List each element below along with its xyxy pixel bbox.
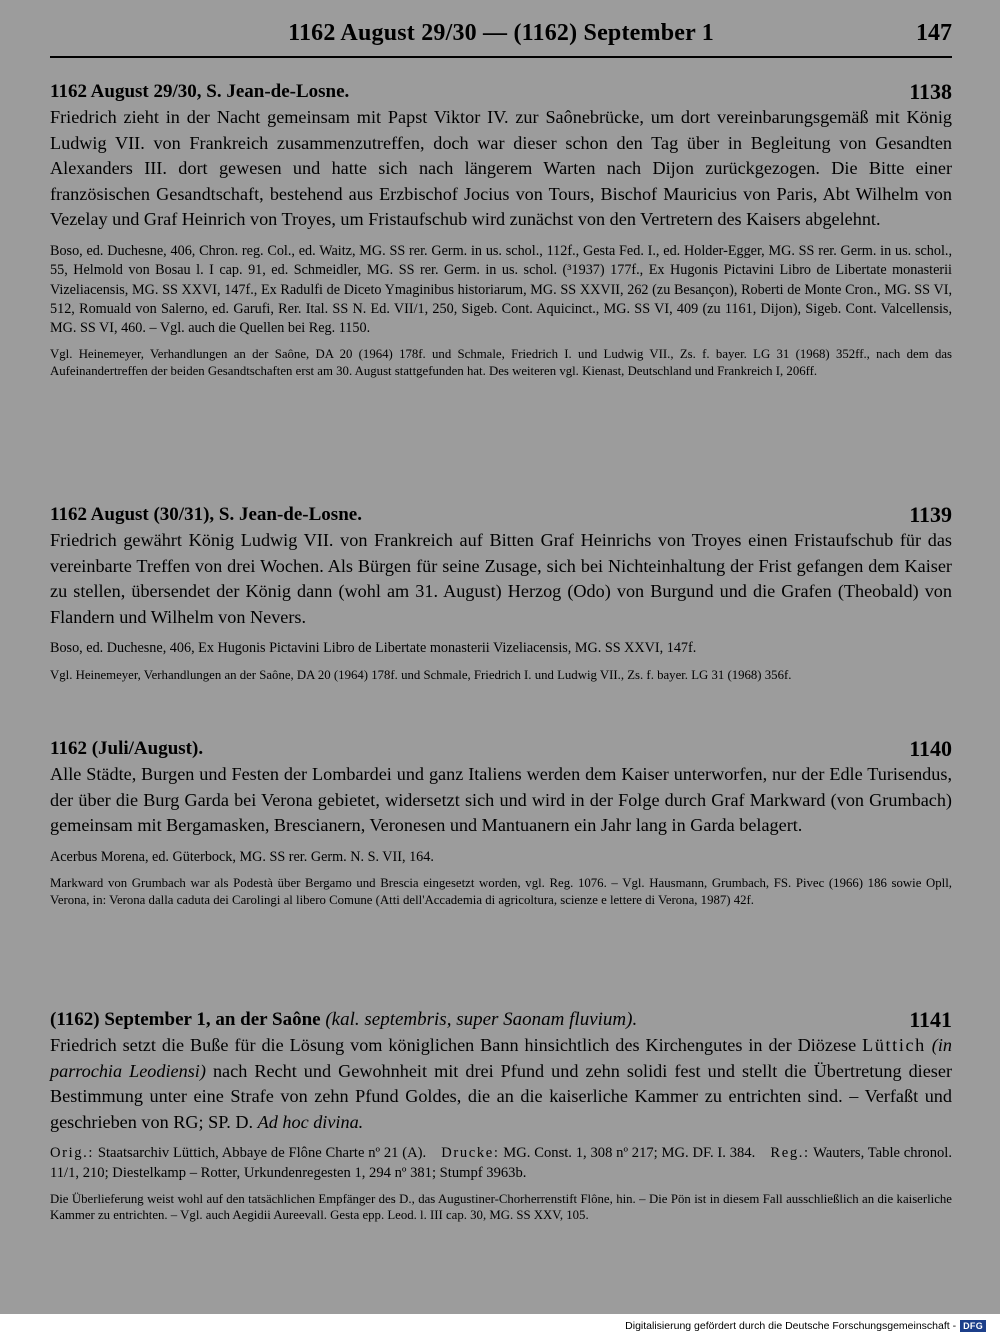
regest-text-part: nach Recht und Gewohnheit mit drei Pfund und zehn solidi fest und stellt die Übertretung dieser Bestimmung unter eine Strafe von zehn Pfund Goldes, die an die kaiserliche Kammer zu entrichten sind. – Verfaßt und geschrieben von RG; SP. D.	[50, 1060, 953, 1132]
drucke-label: Drucke:	[441, 1145, 500, 1162]
entry-date-latin: (kal. septembris, super Saonam fluvium).	[325, 1009, 638, 1030]
entry-date: 1162 August (30/31), S. Jean-de-Losne.	[50, 504, 362, 525]
running-head	[50, 18, 952, 58]
reg-label: Reg.:	[770, 1145, 810, 1162]
transmission-text	[50, 1144, 952, 1183]
orig-text: Staatsarchiv Lüttich, Abbaye de Flône Charte nº 21 (A).	[97, 1145, 427, 1162]
entry-number: 1141	[909, 1007, 952, 1032]
literature-text: Markward von Grumbach war als Podestà über Bergamo und Brescia eingesetzt worden, vgl. Reg. 1076. – Vgl. Hausmann, Grumbach, FS. Pivec (1966) 186 sowie Opll, Verona, in: Verona dalla caduta dei Carolingi al libero Comune (Atti dell'Accademia di agricoltura, scienze e lettere di Verona, 1987) 42f.	[50, 876, 952, 907]
regest-entry-1138	[50, 80, 952, 379]
orig-label: Orig.:	[50, 1145, 95, 1162]
sources-text: Boso, ed. Duchesne, 406, Ex Hugonis Pictavini Libro de Libertate monasterii Vizeliacensis, MG. SS XXVI, 147f.	[50, 640, 697, 657]
entry-heading	[50, 503, 952, 527]
dfg-logo: DFG	[960, 1320, 986, 1332]
drucke-text: MG. Const. 1, 308 nº 217; MG. DF. I. 384.	[503, 1145, 756, 1162]
sources-text: Acerbus Morena, ed. Güterbock, MG. SS rer. Germ. N. S. VII, 164.	[50, 848, 434, 865]
running-head-title: 1162 August 29/30 — (1162) September 1	[288, 20, 714, 46]
regest-text: Alle Städte, Burgen und Festen der Lombardei und ganz Italiens werden dem Kaiser unterworfen, nur der Edle Turisendus, der über die Burg Garda bei Verona gebietet, widersetzt sich und wird in der Folge durch Graf Markward (von Grumbach) gemeinsam mit Bergamasken, Brescianern, Veronesen und Mantuanern ein Jahr lang in Garda belagert.	[50, 764, 952, 836]
regest-entry-1141	[50, 1008, 952, 1224]
regest-incipit: Ad hoc divina.	[257, 1111, 364, 1132]
regest-entry-1140	[50, 737, 952, 908]
entry-number: 1140	[909, 736, 952, 761]
regest-text: Friedrich zieht in der Nacht gemeinsam mit Papst Viktor IV. zur Saônebrücke, um dort vereinbarungsgemäß mit König Ludwig VII. von Frankreich zusammenzutreffen, doch war dieser schon den Tag über in Begleitung von Gesandten Alexanders III. dort gewesen und hatte sich nach längerem Warten nach Dijon zurückgezogen. Die Bitte einer französischen Gesandtschaft, bestehend aus Erzbischof Jocius von Tours, Bischof Mauricius von Paris, Abt Wilhelm von Vezelay und Graf Heinrich von Troyes, um Fristaufschub wird zunächst von den Vertretern des Kaisers abgelehnt.	[50, 107, 952, 230]
page-number: 147	[916, 20, 952, 46]
regest-text-part: Friedrich setzt die Buße für die Lösung vom königlichen Bann hinsichtlich des Kirchengutes in der Diözese	[50, 1035, 857, 1055]
entry-heading	[50, 1008, 952, 1032]
entry-number: 1139	[909, 502, 952, 527]
literature-text: Vgl. Heinemeyer, Verhandlungen an der Saône, DA 20 (1964) 178f. und Schmale, Friedrich I. und Ludwig VII., Zs. f. bayer. LG 31 (1968) 352ff., nach dem das Aufeinandertreffen der beiden Gesandtschaften erst am 30. August stattgefunden hat. Des weiteren vgl. Kienast, Deutschland und Frankreich I, 206ff.	[50, 347, 952, 378]
entry-number: 1138	[909, 79, 952, 104]
literature-text: Die Überlieferung weist wohl auf den tatsächlichen Empfänger des D., das Augustiner-Chorherrenstift Flône, hin. – Die Pön ist in diesem Fall ausschließlich an die kaiserliche Kammer zu entrichten. – Vgl. auch Aegidii Aureevall. Gesta epp. Leod. l. III cap. 30, MG. SS XXV, 105.	[50, 1191, 952, 1223]
regest-place-spaced: Lüttich	[862, 1035, 926, 1055]
sources-text: Boso, ed. Duchesne, 406, Chron. reg. Col., ed. Waitz, MG. SS rer. Germ. in us. schol., 112f., Gesta Fed. I., ed. Holder-Egger, MG. SS rer. Germ. in us. schol., 55, Helmold von Bosau l. I cap. 91, ed. Schmeidler, MG. SS rer. Germ. in us. schol. (³1937) 177f., Ex Hugonis Pictavini Libro de Libertate monasterii Vizeliacensis, MG. SS XXVI, 147f., Ex Radulfi de Diceto Ymaginibus historiarum, MG. SS XXVII, 262 (zu Besançon), Roberti de Monte Cron., MG. SS VI, 512, Romuald von Salerno, ed. Garufi, Rer. Ital. SS N. Ed. VII/1, 250, Sigeb. Cont. Aquicinct., MG. SS VI, 409 (zu 1161, Dijon), Sigeb. Cont. Valcellensis, MG. SS VI, 460. – Vgl. auch die Quellen bei Reg. 1150.	[50, 242, 952, 337]
literature-text: Vgl. Heinemeyer, Verhandlungen an der Saône, DA 20 (1964) 178f. und Schmale, Friedrich I. und Ludwig VII., Zs. f. bayer. LG 31 (1968) 356f.	[50, 667, 792, 682]
entry-date: 1162 (Juli/August).	[50, 738, 204, 759]
footer-text: Digitalisierung gefördert durch die Deutsche Forschungsgemeinschaft -	[625, 1320, 957, 1332]
reg-text: Wauters, Table chronol. 11/1, 210; Diestelkamp – Rotter, Urkundenregesten 1, 294 nº 381; Stumpf 3963b.	[50, 1145, 953, 1181]
regest-latin: (in parrochia Leodiensi)	[50, 1035, 953, 1081]
entry-heading	[50, 80, 952, 104]
regest-entry-1139	[50, 503, 952, 683]
entry-heading	[50, 737, 952, 761]
digitization-footer	[625, 1318, 986, 1334]
entry-date: 1162 August 29/30, S. Jean-de-Losne.	[50, 81, 350, 102]
entry-date: (1162) September 1, an der Saône	[50, 1009, 321, 1030]
regest-text: Friedrich gewährt König Ludwig VII. von Frankreich auf Bitten Graf Heinrichs von Troyes einen Fristaufschub für das vereinbarte Treffen von drei Wochen. Als Bürgen für seine Zusage, sich bei Nichteinhaltung der Frist gefangen dem Kaiser zu stellen, übersendet der König dann (wohl am 31. August) Herzog (Odo) von Burgund und die Grafen (Theobald) von Flandern und Wilhelm von Nevers.	[50, 530, 952, 627]
regest-text	[50, 1033, 952, 1135]
